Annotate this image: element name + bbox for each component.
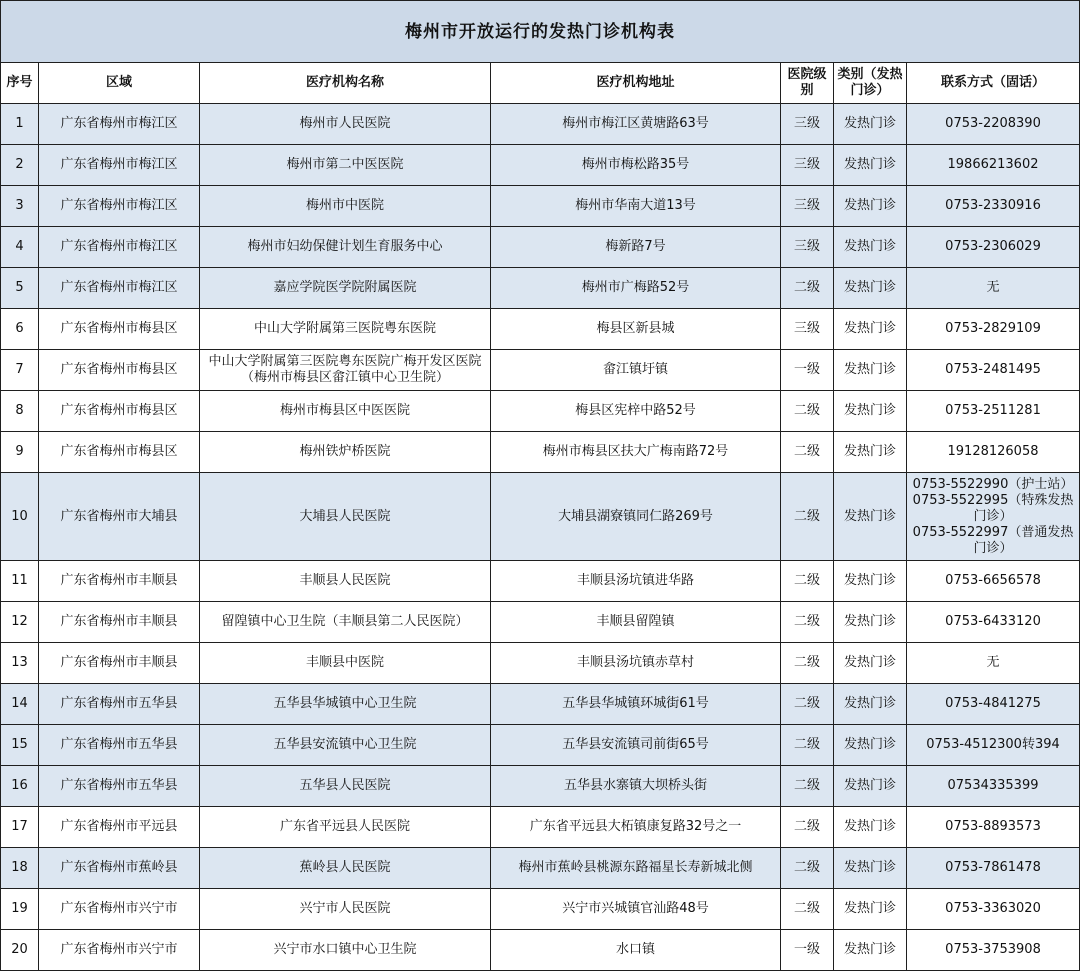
contact-line: 0753-5522995（特殊发热门诊） bbox=[912, 492, 1074, 524]
contact-line: 无 bbox=[986, 655, 1000, 670]
cell-contact bbox=[907, 186, 1080, 227]
header-seq: 序号 bbox=[1, 63, 39, 104]
cell-seq: 2 bbox=[1, 145, 39, 186]
table-row bbox=[1, 391, 1080, 432]
cell-seq: 12 bbox=[1, 602, 39, 643]
cell-level: 二级 bbox=[781, 848, 834, 889]
cell-level: 三级 bbox=[781, 145, 834, 186]
cell-seq: 11 bbox=[1, 561, 39, 602]
cell-category: 发热门诊 bbox=[834, 848, 907, 889]
cell-address: 梅州市梅县区扶大广梅南路72号 bbox=[491, 432, 781, 473]
cell-contact bbox=[907, 930, 1080, 971]
table-row bbox=[1, 725, 1080, 766]
cell-address: 五华县水寨镇大坝桥头街 bbox=[491, 766, 781, 807]
cell-address: 梅州市华南大道13号 bbox=[491, 186, 781, 227]
contact-line: 0753-2511281 bbox=[945, 403, 1041, 418]
table-row bbox=[1, 104, 1080, 145]
cell-address: 梅新路7号 bbox=[491, 227, 781, 268]
cell-contact bbox=[907, 227, 1080, 268]
cell-institution-name: 梅州市梅县区中医医院 bbox=[200, 391, 491, 432]
cell-contact bbox=[907, 104, 1080, 145]
cell-category: 发热门诊 bbox=[834, 643, 907, 684]
cell-contact bbox=[907, 350, 1080, 391]
contact-line: 07534335399 bbox=[947, 778, 1039, 793]
cell-contact bbox=[907, 602, 1080, 643]
cell-level: 二级 bbox=[781, 473, 834, 561]
header-name: 医疗机构名称 bbox=[200, 63, 491, 104]
table-row bbox=[1, 766, 1080, 807]
cell-institution-name: 丰顺县中医院 bbox=[200, 643, 491, 684]
cell-region: 广东省梅州市丰顺县 bbox=[39, 602, 200, 643]
cell-seq: 5 bbox=[1, 268, 39, 309]
cell-contact bbox=[907, 725, 1080, 766]
cell-address: 梅州市梅松路35号 bbox=[491, 145, 781, 186]
cell-contact bbox=[907, 309, 1080, 350]
cell-institution-name: 留隍镇中心卫生院（丰顺县第二人民医院） bbox=[200, 602, 491, 643]
cell-category: 发热门诊 bbox=[834, 473, 907, 561]
cell-category: 发热门诊 bbox=[834, 766, 907, 807]
header-address: 医疗机构地址 bbox=[491, 63, 781, 104]
cell-institution-name: 蕉岭县人民医院 bbox=[200, 848, 491, 889]
contact-line: 19866213602 bbox=[947, 157, 1039, 172]
cell-region: 广东省梅州市梅县区 bbox=[39, 432, 200, 473]
cell-address: 梅县区新县城 bbox=[491, 309, 781, 350]
cell-level: 二级 bbox=[781, 391, 834, 432]
cell-level: 二级 bbox=[781, 268, 834, 309]
cell-institution-name: 兴宁市人民医院 bbox=[200, 889, 491, 930]
cell-category: 发热门诊 bbox=[834, 432, 907, 473]
contact-line: 0753-2306029 bbox=[945, 239, 1041, 254]
cell-seq: 13 bbox=[1, 643, 39, 684]
contact-line: 0753-2481495 bbox=[945, 362, 1041, 377]
contact-line: 0753-4841275 bbox=[945, 696, 1041, 711]
cell-address: 梅州市蕉岭县桃源东路福星长寿新城北侧 bbox=[491, 848, 781, 889]
cell-institution-name: 广东省平远县人民医院 bbox=[200, 807, 491, 848]
table-row bbox=[1, 684, 1080, 725]
cell-region: 广东省梅州市梅江区 bbox=[39, 268, 200, 309]
cell-institution-name: 大埔县人民医院 bbox=[200, 473, 491, 561]
cell-institution-name: 嘉应学院医学院附属医院 bbox=[200, 268, 491, 309]
cell-address: 畲江镇圩镇 bbox=[491, 350, 781, 391]
cell-seq: 20 bbox=[1, 930, 39, 971]
table-row bbox=[1, 602, 1080, 643]
cell-level: 二级 bbox=[781, 643, 834, 684]
cell-level: 二级 bbox=[781, 807, 834, 848]
header-contact: 联系方式（固话） bbox=[907, 63, 1080, 104]
cell-institution-name: 丰顺县人民医院 bbox=[200, 561, 491, 602]
header-category: 类别（发热门诊） bbox=[834, 63, 907, 104]
cell-category: 发热门诊 bbox=[834, 930, 907, 971]
cell-institution-name: 梅州铁炉桥医院 bbox=[200, 432, 491, 473]
cell-seq: 19 bbox=[1, 889, 39, 930]
cell-level: 三级 bbox=[781, 227, 834, 268]
cell-level: 一级 bbox=[781, 930, 834, 971]
contact-line: 0753-6433120 bbox=[945, 614, 1041, 629]
cell-institution-name: 中山大学附属第三医院粤东医院 bbox=[200, 309, 491, 350]
cell-institution-name: 梅州市妇幼保健计划生育服务中心 bbox=[200, 227, 491, 268]
cell-category: 发热门诊 bbox=[834, 684, 907, 725]
contact-line: 无 bbox=[986, 280, 1000, 295]
cell-category: 发热门诊 bbox=[834, 391, 907, 432]
cell-level: 三级 bbox=[781, 104, 834, 145]
cell-region: 广东省梅州市兴宁市 bbox=[39, 930, 200, 971]
cell-region: 广东省梅州市蕉岭县 bbox=[39, 848, 200, 889]
contact-line: 0753-7861478 bbox=[945, 860, 1041, 875]
cell-category: 发热门诊 bbox=[834, 561, 907, 602]
cell-level: 二级 bbox=[781, 889, 834, 930]
cell-address: 大埔县湖寮镇同仁路269号 bbox=[491, 473, 781, 561]
cell-category: 发热门诊 bbox=[834, 807, 907, 848]
contact-line: 0753-4512300转394 bbox=[926, 737, 1060, 752]
cell-region: 广东省梅州市兴宁市 bbox=[39, 889, 200, 930]
cell-level: 二级 bbox=[781, 561, 834, 602]
cell-contact bbox=[907, 432, 1080, 473]
table-row bbox=[1, 848, 1080, 889]
cell-category: 发热门诊 bbox=[834, 725, 907, 766]
cell-institution-name: 梅州市第二中医医院 bbox=[200, 145, 491, 186]
cell-institution-name: 五华县华城镇中心卫生院 bbox=[200, 684, 491, 725]
header-row bbox=[1, 63, 1080, 104]
cell-address: 广东省平远县大柘镇康复路32号之一 bbox=[491, 807, 781, 848]
cell-level: 一级 bbox=[781, 350, 834, 391]
cell-seq: 9 bbox=[1, 432, 39, 473]
cell-seq: 16 bbox=[1, 766, 39, 807]
table-row bbox=[1, 145, 1080, 186]
cell-category: 发热门诊 bbox=[834, 350, 907, 391]
contact-line: 0753-8893573 bbox=[945, 819, 1041, 834]
cell-level: 二级 bbox=[781, 725, 834, 766]
cell-category: 发热门诊 bbox=[834, 186, 907, 227]
cell-contact bbox=[907, 684, 1080, 725]
cell-address: 梅州市广梅路52号 bbox=[491, 268, 781, 309]
table-row bbox=[1, 268, 1080, 309]
table-row bbox=[1, 432, 1080, 473]
cell-contact bbox=[907, 766, 1080, 807]
cell-region: 广东省梅州市丰顺县 bbox=[39, 561, 200, 602]
cell-address: 水口镇 bbox=[491, 930, 781, 971]
cell-level: 三级 bbox=[781, 309, 834, 350]
cell-region: 广东省梅州市梅县区 bbox=[39, 391, 200, 432]
header-level: 医院级别 bbox=[781, 63, 834, 104]
cell-region: 广东省梅州市梅江区 bbox=[39, 145, 200, 186]
cell-contact bbox=[907, 391, 1080, 432]
table-row bbox=[1, 807, 1080, 848]
cell-address: 丰顺县留隍镇 bbox=[491, 602, 781, 643]
contact-line: 0753-3363020 bbox=[945, 901, 1041, 916]
table-row bbox=[1, 473, 1080, 561]
table-title: 梅州市开放运行的发热门诊机构表 bbox=[1, 1, 1080, 63]
cell-seq: 7 bbox=[1, 350, 39, 391]
cell-address: 梅县区宪梓中路52号 bbox=[491, 391, 781, 432]
cell-institution-name: 梅州市人民医院 bbox=[200, 104, 491, 145]
cell-region: 广东省梅州市梅县区 bbox=[39, 309, 200, 350]
contact-line: 0753-2829109 bbox=[945, 321, 1041, 336]
cell-category: 发热门诊 bbox=[834, 145, 907, 186]
cell-category: 发热门诊 bbox=[834, 268, 907, 309]
cell-contact bbox=[907, 473, 1080, 561]
table-row bbox=[1, 309, 1080, 350]
cell-seq: 1 bbox=[1, 104, 39, 145]
cell-institution-name: 梅州市中医院 bbox=[200, 186, 491, 227]
cell-category: 发热门诊 bbox=[834, 602, 907, 643]
cell-level: 二级 bbox=[781, 602, 834, 643]
contact-line: 0753-5522997（普通发热门诊） bbox=[912, 524, 1074, 556]
cell-address: 梅州市梅江区黄塘路63号 bbox=[491, 104, 781, 145]
table-row bbox=[1, 643, 1080, 684]
cell-seq: 8 bbox=[1, 391, 39, 432]
cell-contact bbox=[907, 889, 1080, 930]
cell-level: 二级 bbox=[781, 684, 834, 725]
cell-level: 三级 bbox=[781, 186, 834, 227]
contact-line: 0753-5522990（护士站） bbox=[912, 476, 1074, 492]
table-row bbox=[1, 186, 1080, 227]
cell-institution-name: 兴宁市水口镇中心卫生院 bbox=[200, 930, 491, 971]
cell-level: 二级 bbox=[781, 766, 834, 807]
cell-address: 兴宁市兴城镇官汕路48号 bbox=[491, 889, 781, 930]
cell-category: 发热门诊 bbox=[834, 104, 907, 145]
cell-region: 广东省梅州市梅江区 bbox=[39, 227, 200, 268]
cell-institution-name: 中山大学附属第三医院粤东医院广梅开发区医院（梅州市梅县区畲江镇中心卫生院） bbox=[200, 350, 491, 391]
cell-seq: 6 bbox=[1, 309, 39, 350]
contact-line: 0753-6656578 bbox=[945, 573, 1041, 588]
cell-seq: 10 bbox=[1, 473, 39, 561]
table-row bbox=[1, 561, 1080, 602]
cell-seq: 3 bbox=[1, 186, 39, 227]
cell-contact bbox=[907, 848, 1080, 889]
cell-institution-name: 五华县安流镇中心卫生院 bbox=[200, 725, 491, 766]
cell-seq: 15 bbox=[1, 725, 39, 766]
cell-contact bbox=[907, 145, 1080, 186]
cell-region: 广东省梅州市平远县 bbox=[39, 807, 200, 848]
header-region: 区域 bbox=[39, 63, 200, 104]
cell-contact bbox=[907, 561, 1080, 602]
cell-address: 五华县华城镇环城街61号 bbox=[491, 684, 781, 725]
cell-region: 广东省梅州市梅县区 bbox=[39, 350, 200, 391]
contact-line: 19128126058 bbox=[947, 444, 1039, 459]
table-body bbox=[1, 104, 1080, 971]
cell-category: 发热门诊 bbox=[834, 309, 907, 350]
cell-seq: 4 bbox=[1, 227, 39, 268]
table-row bbox=[1, 227, 1080, 268]
cell-region: 广东省梅州市五华县 bbox=[39, 684, 200, 725]
cell-seq: 17 bbox=[1, 807, 39, 848]
cell-category: 发热门诊 bbox=[834, 889, 907, 930]
cell-institution-name: 五华县人民医院 bbox=[200, 766, 491, 807]
cell-contact bbox=[907, 807, 1080, 848]
cell-region: 广东省梅州市五华县 bbox=[39, 725, 200, 766]
cell-address: 五华县安流镇司前街65号 bbox=[491, 725, 781, 766]
cell-region: 广东省梅州市丰顺县 bbox=[39, 643, 200, 684]
contact-line: 0753-2208390 bbox=[945, 116, 1041, 131]
table-row bbox=[1, 889, 1080, 930]
cell-region: 广东省梅州市梅江区 bbox=[39, 186, 200, 227]
cell-region: 广东省梅州市五华县 bbox=[39, 766, 200, 807]
cell-contact bbox=[907, 643, 1080, 684]
cell-level: 二级 bbox=[781, 432, 834, 473]
cell-category: 发热门诊 bbox=[834, 227, 907, 268]
cell-region: 广东省梅州市梅江区 bbox=[39, 104, 200, 145]
cell-region: 广东省梅州市大埔县 bbox=[39, 473, 200, 561]
contact-line: 0753-3753908 bbox=[945, 942, 1041, 957]
cell-address: 丰顺县汤坑镇进华路 bbox=[491, 561, 781, 602]
cell-seq: 14 bbox=[1, 684, 39, 725]
cell-seq: 18 bbox=[1, 848, 39, 889]
cell-address: 丰顺县汤坑镇赤草村 bbox=[491, 643, 781, 684]
cell-contact bbox=[907, 268, 1080, 309]
table-row bbox=[1, 350, 1080, 391]
contact-line: 0753-2330916 bbox=[945, 198, 1041, 213]
table-row bbox=[1, 930, 1080, 971]
